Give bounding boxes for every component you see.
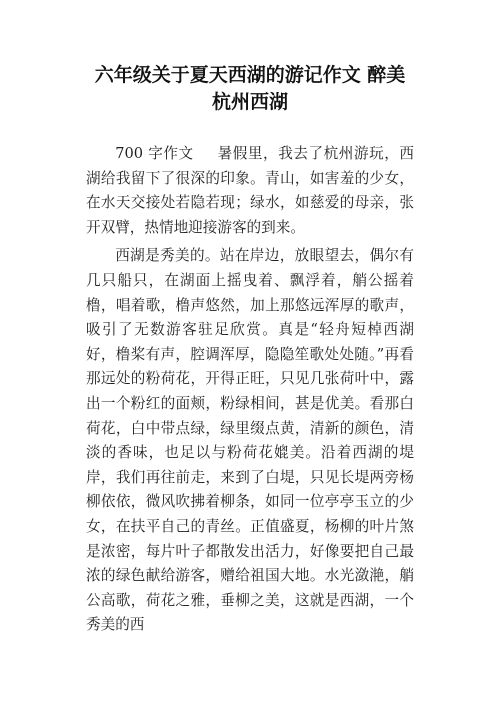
paragraph-2: 西湖是秀美的。站在岸边，放眼望去，偶尔有几只船只，在湖面上摇曳着、飘浮着，艄公摇着橹，唱着歌，橹声悠然，加上那悠远浑厚的歌声，吸引了无数游客驻足欣赏。真是“轻舟短棹西湖好，橹桨有声，腔调浑厚，隐隐笙歌处处随。”再看那远处的粉荷花，开得正旺，只见几张荷叶中，露出一个粉红的面颊，粉绿相间，甚是优美。看那白荷花，白中带点绿，绿里缀点黄，清新的颜色，清淡的香味，也足以与粉荷花媲美。沿着西湖的堤岸，我们再往前走，来到了白堤，只见长堤两旁杨柳依依，微风吹拂着柳条，如同一位亭亭玉立的少女，在扶平自己的青丝。正值盛夏，杨柳的叶片煞是浓密，每片叶子都散发出活力，好像要把自己最浓的绿色献给游客，赠给祖国大地。水光潋滟，艄公高歌，荷花之雅，垂柳之美，这就是西湖，一个秀美的西 [86, 247, 414, 634]
title-line-2: 杭州西湖 [211, 91, 288, 113]
title-line-1: 六年级关于夏天西湖的游记作文 醉美 [94, 64, 406, 86]
paragraph-1-text: 暑假里，我去了杭州游玩，西湖给我留下了很深的印象。青山，如害羞的少女，在水天交接处若隐若现；绿水，如慈爱的母亲，张开双臂，热情地迎接游客的到来。 [86, 145, 414, 236]
document-title [86, 62, 414, 116]
paragraph-1 [86, 142, 414, 240]
essay-body [86, 142, 414, 638]
word-count-label: 700 字作文 [115, 145, 194, 162]
